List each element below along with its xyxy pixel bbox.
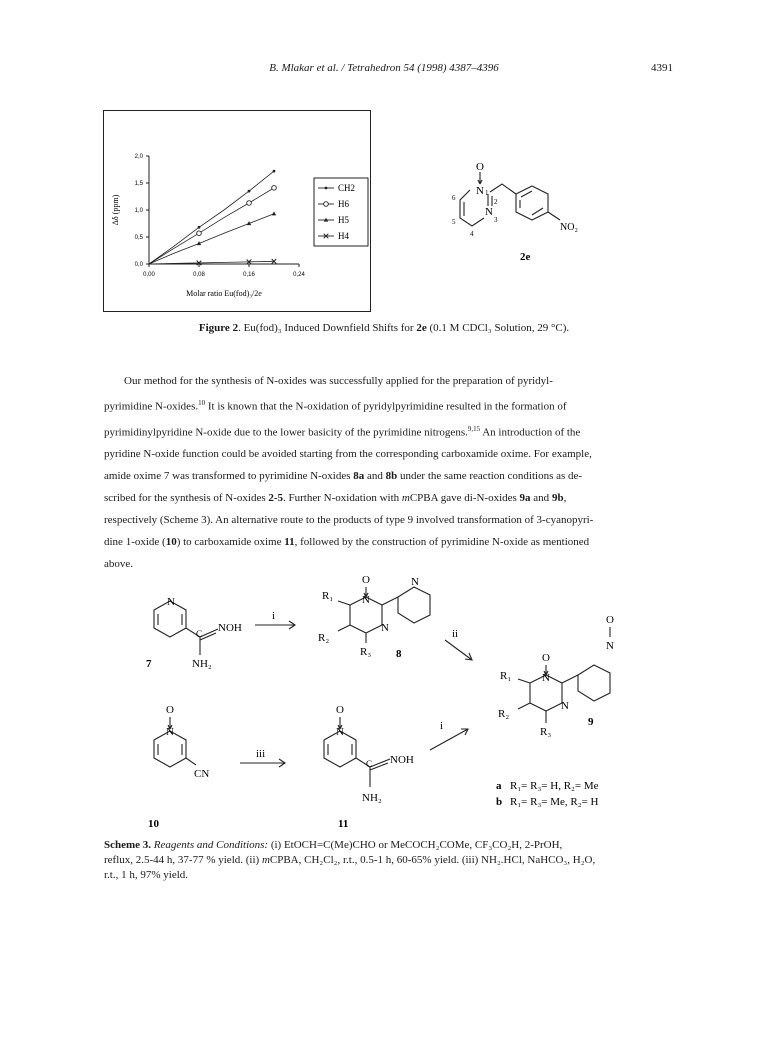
y-tick-label: 1,0 [134,208,143,214]
line-9: above. [104,558,134,571]
data-point [272,186,277,191]
scheme-3 [100,565,670,835]
data-point [247,201,252,206]
label-11: 11 [338,818,349,830]
c9-pyridine-n: N [606,640,614,652]
c9-n-oxide-o: O [606,614,614,626]
data-point [248,190,251,193]
c9-n1: N [542,672,550,684]
chart-axes [111,154,305,298]
series-line [149,188,274,264]
y-axis-label: Δδ (ppm) [111,194,120,226]
c11-c: C [366,759,373,769]
data-point [273,170,276,173]
chart-series [149,170,276,266]
c7-nh2: NH₂ [192,658,212,670]
x-axis-label: Molar ratio Eu(fod)₃/2e [186,289,262,298]
locant-6: 6 [452,194,456,202]
x-tick-label: 0,08 [193,272,205,278]
variant-a-letter: a [496,780,502,792]
locant-5: 5 [452,218,456,226]
scheme-caption-line-2: reflux, 2.5-44 h, 37-77 % yield. (ii) mCPBA, CH₂Cl₂, r.t., 0.5-1 h, 60-65% yield. (iii) NH₂.HCl, NaHCO₃, H₂O, [104,854,596,866]
locant-3: 3 [494,216,498,224]
c8-o: O [362,574,370,586]
variant-b-letter: b [496,796,503,808]
series-line [149,171,274,264]
nitro-group: NO₂ [560,222,578,233]
c8-r1: R₁ [322,590,334,602]
data-point [272,211,276,215]
oxide-o-atom: O [476,161,484,173]
c10-cn: CN [194,768,210,780]
locant-4: 4 [470,230,474,238]
scheme-caption-line-1: Scheme 3. Reagents and Conditions: (i) EtOCH=C(Me)CHO or MeCOCH₂COMe, CF₃CO₂H, 2-PrOH, [104,839,563,851]
running-head: B. Mlakar et al. / Tetrahedron 54 (1998) 4387–4396 [269,62,499,74]
c9-n3: N [561,700,569,712]
caption-compound: 2e [416,322,427,334]
c8-n1: N [362,594,370,606]
c9-r2: R₂ [498,708,510,720]
y-tick-label: 1,5 [134,181,143,187]
arrow-i-lower: i [440,720,444,732]
c7-n: N [167,596,175,608]
scheme-caption-line-3: r.t., 1 h, 97% yield. [104,869,189,881]
page-number: 4391 [651,62,673,74]
line-6: scribed for the synthesis of N-oxides 2-5. Further N-oxidation with mCPBA gave di-N-oxides 9a and 9b, [104,492,567,505]
c9-r3: R₃ [540,726,552,738]
c8-r3: R₃ [360,646,372,658]
label-9: 9 [588,716,594,728]
chart-legend [314,178,368,246]
arrow-i-top: i [272,610,276,622]
y-tick-label: 2,0 [134,154,143,160]
caption-text: . Eu(fod)₃ Induced Downfield Shifts for [238,322,417,334]
x-tick-label: 0,00 [143,272,155,278]
n3-atom: N [485,206,493,218]
c11-noh: NOH [390,754,414,766]
y-tick-label: 0,0 [134,262,143,268]
c9-r1: R₁ [500,670,512,682]
legend-label: H4 [338,231,349,241]
c8-n3: N [381,622,389,634]
data-point [325,187,328,190]
legend-label: H5 [338,215,349,225]
data-point [324,202,329,207]
caption-tail: (0.1 M CDCl₃ Solution, 29 °C). [426,322,570,334]
line-1: Our method for the synthesis of N-oxides was successfully applied for the preparation of pyridyl- [124,375,553,387]
series-line [149,214,274,264]
locant-2: 2 [494,198,498,206]
caption-figure-label: Figure 2 [198,322,239,334]
variant-a: R₁= R₃= H, R₂= Me [510,780,599,792]
n1-atom: N [476,185,484,197]
legend-label: H6 [338,199,349,209]
locant-1: 1 [485,189,489,197]
arrow-iii: iii [256,748,266,760]
c8-r2: R₂ [318,632,330,644]
line-3: pyrimidinylpyridine N-oxide due to the lower basicity of the pyrimidine nitrogens.$^{9,15}$ An introduction of the [104,424,581,439]
compound-label-2e: 2e [520,251,531,263]
label-10: 10 [148,818,159,830]
line-2: pyrimidine N-oxides.$^{10}$ It is known that the N-oxidation of pyridylpyrimidine resulted in the formation of [104,399,567,413]
figure-2-chart [103,110,371,312]
c7-c: C [196,629,203,639]
c10-o: O [166,704,174,716]
c10-n: N [166,726,174,738]
data-point [198,226,201,229]
line-7: respectively (Scheme 3). An alternative route to the products of type 9 involved transformation of 3-cyanopyri- [104,514,594,527]
data-point [197,231,202,236]
arrow-ii: ii [452,628,459,640]
c11-o: O [336,704,344,716]
scheme-3-caption [104,838,666,883]
c11-n: N [336,726,344,738]
c7-noh: NOH [218,622,242,634]
variant-b: R₁= R₃= Me, R₂= H [510,796,599,808]
label-7: 7 [146,658,152,670]
structure-2e [440,150,610,270]
figure-2-caption [0,322,768,334]
label-8: 8 [396,648,402,660]
c9-o: O [542,652,550,664]
line-5: amide oxime 7 was transformed to pyrimidine N-oxides 8a and 8b under the same reaction conditions as de- [104,470,583,483]
x-tick-label: 0,16 [243,272,255,278]
y-tick-label: 0,5 [134,235,143,241]
line-8: dine 1-oxide (10) to carboxamide oxime 11, followed by the construction of pyrimidine N-oxide as mentioned [104,536,590,549]
x-tick-label: 0,24 [293,272,305,278]
line-4: pyridine N-oxide function could be avoided starting from the corresponding carboxamide oxime. For example, [104,448,592,461]
body-paragraph [104,370,666,575]
chart-svg [104,111,372,313]
legend-label: CH2 [338,183,356,193]
c8-pyridine-n: N [411,576,419,588]
c11-nh2: NH₂ [362,792,382,804]
